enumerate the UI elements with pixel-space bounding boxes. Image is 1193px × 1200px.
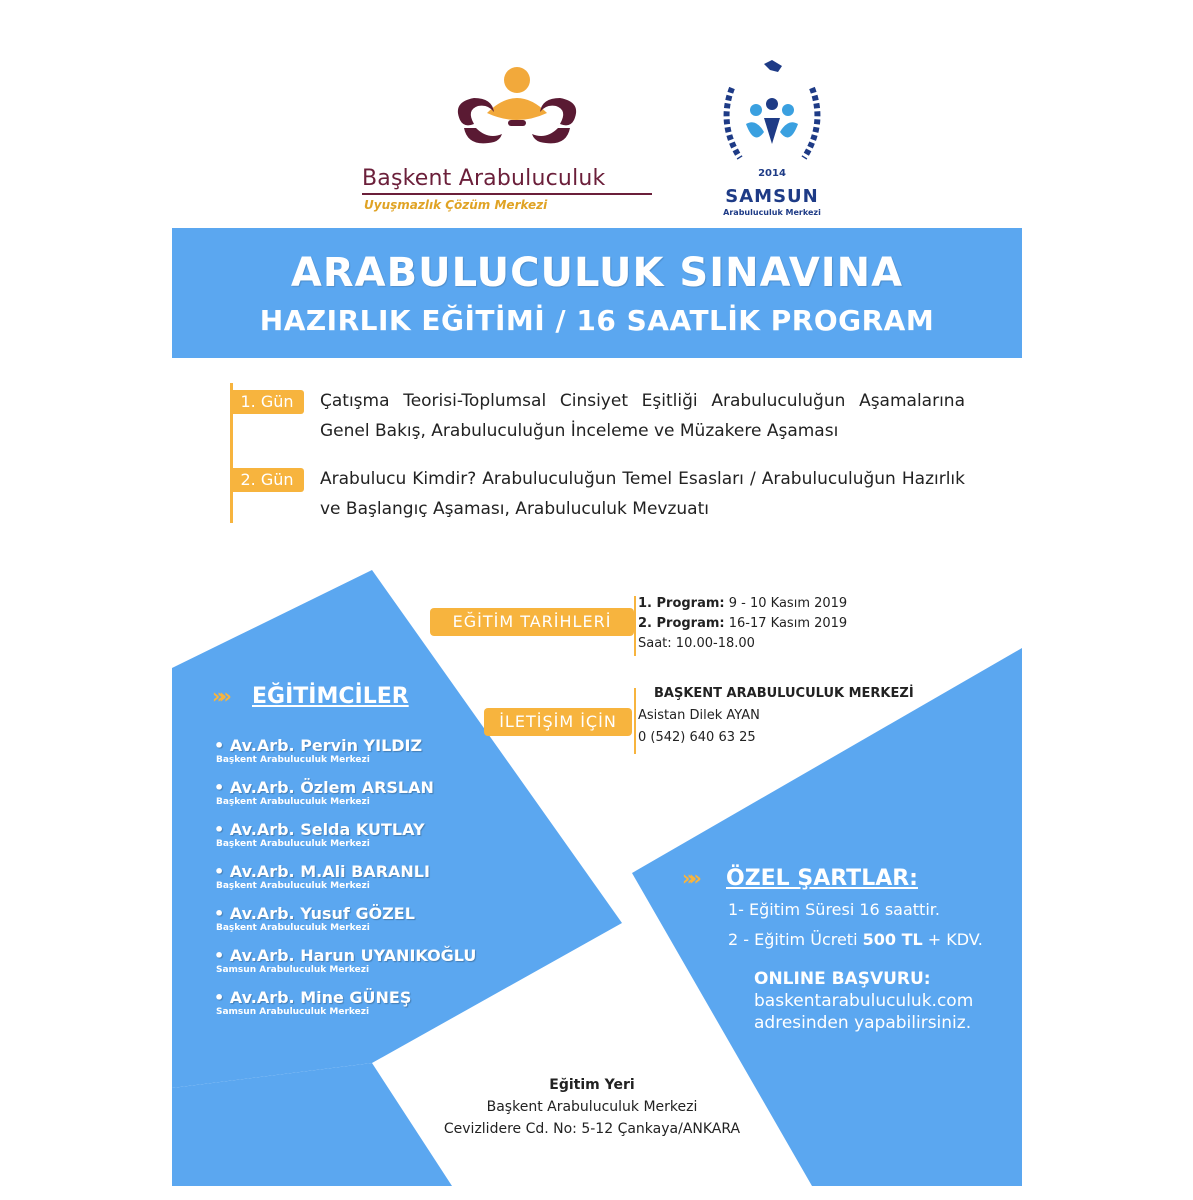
samsun-subtitle: Arabuluculuk Merkezi: [723, 208, 821, 217]
chevron-right-icon: »»: [212, 684, 226, 708]
special-item-2-suffix: + KDV.: [927, 930, 983, 949]
online-heading: ONLINE BAŞVURU:: [754, 969, 931, 989]
trainer-org: Başkent Arabuluculuk Merkezi: [216, 755, 370, 765]
trainer-item: [214, 862, 494, 891]
special-item-1: 1- Eğitim Süresi 16 saattir.: [728, 900, 940, 919]
baskent-brand-subtitle: Uyuşmazlık Çözüm Merkezi: [364, 198, 548, 212]
day-2-text: Arabulucu Kimdir? Arabuluculuğun Temel Esasları / Arabuluculuğun Hazırlık ve Başlangıç Aşaması, Arabuluculuk Mevzuatı: [320, 469, 965, 519]
venue: [422, 1074, 762, 1140]
day-1-badge: 1. Gün: [230, 390, 304, 414]
trainer-org: Başkent Arabuluculuk Merkezi: [216, 923, 370, 933]
baskent-logo: [362, 58, 652, 218]
program-time: Saat: 10.00-18.00: [638, 636, 755, 651]
trainer-org: Başkent Arabuluculuk Merkezi: [216, 881, 370, 891]
special-item-2-price: 500 TL: [862, 930, 923, 949]
trainer-item: [214, 778, 494, 807]
day-2-badge: 2. Gün: [230, 468, 304, 492]
contact-org: BAŞKENT ARABULUCULUK MERKEZİ: [654, 686, 914, 701]
special-item-2: [728, 930, 983, 949]
online-text: adresinden yapabilirsiniz.: [754, 1013, 972, 1033]
trainer-name: • Av.Arb. Pervin YILDIZ: [214, 736, 423, 755]
trainer-item: [214, 904, 494, 933]
contact-divider: [634, 688, 636, 754]
trainer-name: • Av.Arb. Selda KUTLAY: [214, 820, 425, 839]
contact-phone: 0 (542) 640 63 25: [638, 730, 756, 745]
trainer-org: Samsun Arabuluculuk Merkezi: [216, 1007, 370, 1017]
online-site: baskentarabuluculuk.com: [754, 991, 974, 1011]
special-heading: ÖZEL ŞARTLAR:: [726, 866, 918, 891]
trainers-heading: EĞİTİMCİLER: [252, 684, 409, 709]
trainer-org: Başkent Arabuluculuk Merkezi: [216, 797, 370, 807]
samsun-year: 2014: [758, 168, 786, 179]
samsun-name: SAMSUN: [725, 186, 819, 207]
trainer-org: Başkent Arabuluculuk Merkezi: [216, 839, 370, 849]
contact-person: Asistan Dilek AYAN: [638, 708, 760, 723]
chevron-right-icon: »»: [682, 866, 696, 890]
poster: [172, 28, 1022, 1186]
day-1-text: Çatışma Teorisi-Toplumsal Cinsiyet Eşitliği Arabuluculuğun Aşamalarına Genel Bakış, Arabuluculuğun İnceleme ve Müzakere Aşaması: [320, 391, 965, 441]
main-subtitle: HAZIRLIK EĞİTİMİ / 16 SAATLİK PROGRAM: [259, 304, 935, 337]
trainer-name: • Av.Arb. Mine GÜNEŞ: [214, 988, 412, 1007]
special-item-2-prefix: 2 - Eğitim Ücreti: [728, 930, 863, 949]
venue-line-2: Cevizlidere Cd. No: 5-12 Çankaya/ANKARA: [443, 1121, 741, 1137]
samsun-logo: [712, 58, 832, 228]
trainer-org: Samsun Arabuluculuk Merkezi: [216, 965, 370, 975]
contact-pill: İLETİŞİM İÇİN: [484, 708, 632, 736]
samsun-wreath-icon: [712, 58, 832, 188]
trainer-item: [214, 946, 494, 975]
program-2-value: 16-17 Kasım 2019: [728, 616, 848, 631]
baskent-brand-name: Başkent Arabuluculuk: [362, 166, 652, 195]
venue-heading: Eğitim Yeri: [549, 1077, 635, 1093]
program-1-label: 1. Program:: [638, 596, 725, 611]
trainer-name: • Av.Arb. Özlem ARSLAN: [214, 778, 434, 797]
dates-divider: [634, 596, 636, 656]
trainer-name: • Av.Arb. Harun UYANIKOĞLU: [214, 946, 477, 965]
trainer-item: [214, 820, 494, 849]
trainer-item: [214, 988, 494, 1017]
main-title: ARABULUCULUK SINAVINA: [290, 250, 904, 296]
dates-pill: EĞİTİM TARİHLERİ: [430, 608, 634, 636]
baskent-emblem-icon: [362, 58, 652, 163]
trainer-name: • Av.Arb. M.Ali BARANLI: [214, 862, 430, 881]
program-1-line: [638, 596, 998, 611]
online-application: [754, 968, 994, 1034]
program-2-line: [638, 616, 998, 631]
program-2-label: 2. Program:: [638, 616, 725, 631]
trainer-item: [214, 736, 494, 765]
trainer-name: • Av.Arb. Yusuf GÖZEL: [214, 904, 415, 923]
program-1-value: 9 - 10 Kasım 2019: [728, 596, 848, 611]
venue-line-1: Başkent Arabuluculuk Merkezi: [486, 1099, 698, 1115]
